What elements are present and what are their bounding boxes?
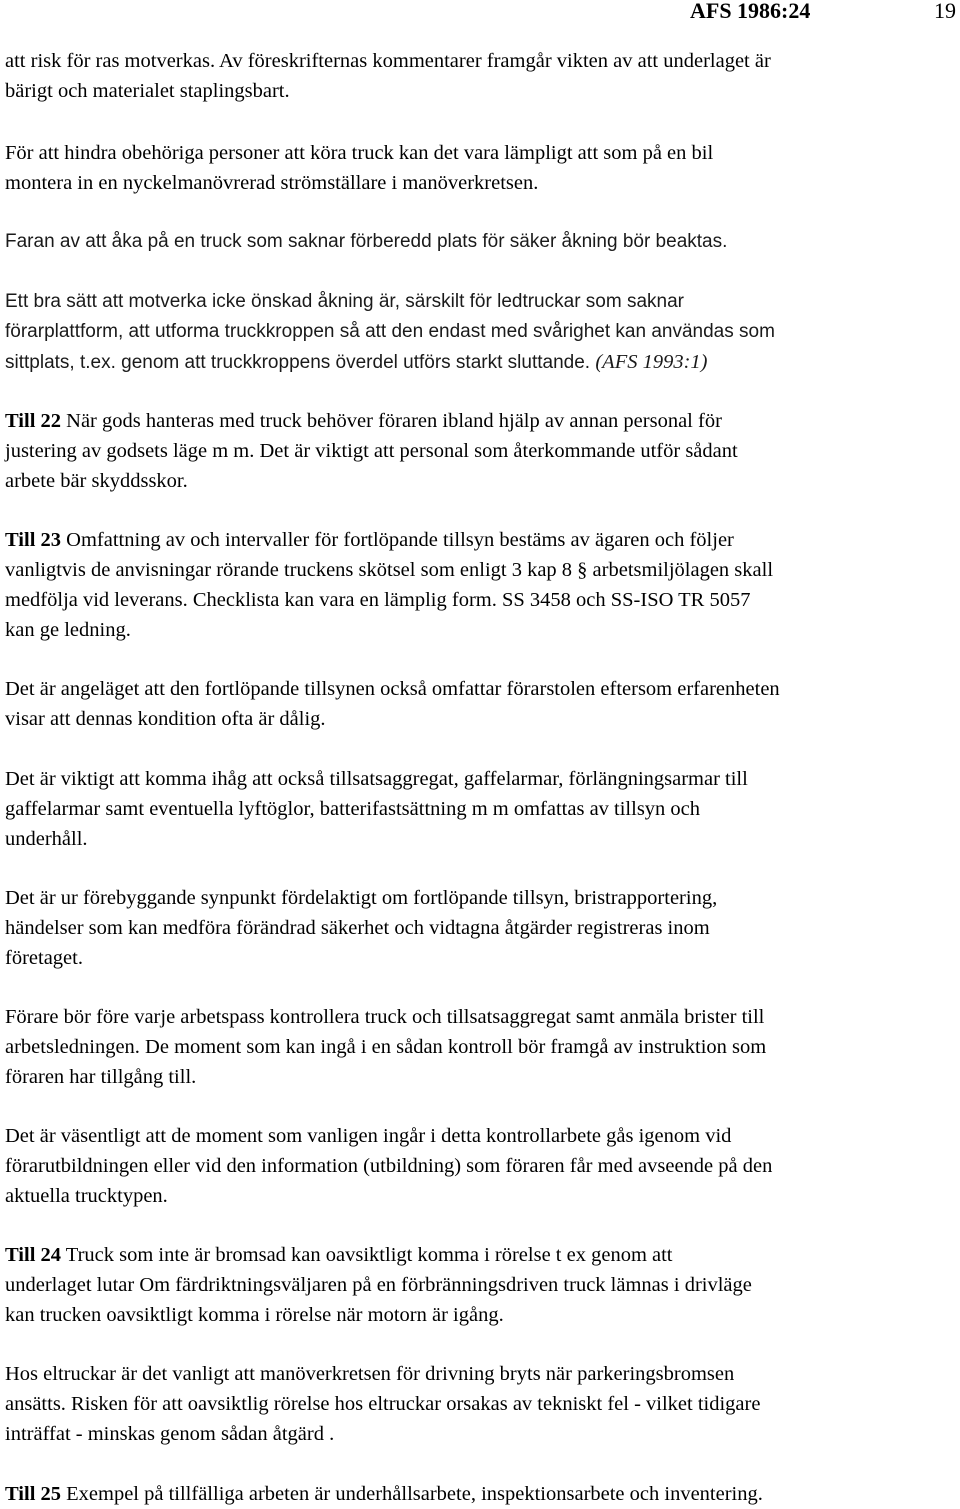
paragraph-11 — [5, 1121, 955, 1211]
text-line: justering av godsets läge m m. Det är viktigt att personal som återkommande utför sådant — [5, 440, 738, 462]
text-line: förarutbildningen eller vid den information (utbildning) som föraren får med avseende på den — [5, 1155, 773, 1177]
text-line: föraren har tillgång till. — [5, 1066, 197, 1088]
text-line — [5, 1240, 955, 1270]
text-line: Det är viktigt att komma ihåg att också tillsatsaggregat, gaffelarmar, förlängningsarmar till — [5, 768, 748, 790]
text-line: Förare bör före varje arbetspass kontrollera truck och tillsatsaggregat samt anmäla brister till — [5, 1006, 765, 1028]
paragraph-till-25 — [5, 1479, 955, 1509]
text-line: Hos eltruckar är det vanligt att manöverkretsen för drivning bryts när parkeringsbromsen — [5, 1363, 735, 1385]
text-line: För att hindra obehöriga personer att köra truck kan det vara lämpligt att som på en bil — [5, 142, 714, 164]
text-line: aktuella trucktypen. — [5, 1185, 168, 1207]
paragraph-till-23 — [5, 525, 955, 645]
paragraph-till-24 — [5, 1240, 955, 1330]
text-line: kan trucken oavsiktligt komma i rörelse när motorn är igång. — [5, 1304, 504, 1326]
text-line: gaffelarmar samt eventuella lyftöglor, batterifastsättning m m omfattas av tillsyn och — [5, 798, 701, 820]
text-line: montera in en nyckelmanövrerad strömställare i manöverkretsen. — [5, 172, 539, 194]
text-line — [5, 1479, 955, 1509]
text-line — [5, 347, 955, 377]
paragraph-8 — [5, 764, 955, 854]
paragraph-10 — [5, 1002, 955, 1092]
paragraph-till-22 — [5, 406, 955, 496]
paragraph-4 — [5, 287, 955, 377]
text-line: inträffat - minskas genom sådan åtgärd . — [5, 1423, 335, 1445]
paragraph-7 — [5, 674, 955, 734]
text-line: Det är angeläget att den fortlöpande tillsynen också omfattar förarstolen eftersom erfarenheten — [5, 678, 780, 700]
paragraph-3 — [5, 227, 955, 257]
text-line: händelser som kan medföra förändrad säkerhet och vidtagna åtgärder registreras inom — [5, 917, 710, 939]
text-segment: Omfattning av och intervaller för fortlöpande tillsyn bestäms av ägaren och följer — [61, 529, 734, 551]
text-line: ansätts. Risken för att oavsiktlig rörelse hos eltruckar orsakas av tekniskt fel - vilket tidigare — [5, 1393, 761, 1415]
text-line: underlaget lutar Om färdriktningsväljaren på en förbränningsdriven truck lämnas i drivläge — [5, 1274, 752, 1296]
section-label: Till 24 — [5, 1244, 62, 1266]
text-line: att risk för ras motverkas. Av föreskrifternas kommentarer framgår vikten av att underlaget är — [5, 50, 771, 72]
section-label: Till 23 — [5, 529, 62, 551]
paragraph-9 — [5, 883, 955, 973]
text-line: arbetsledningen. De moment som kan ingå i en sådan kontroll bör framgå av instruktion som — [5, 1036, 767, 1058]
text-line: förarplattform, att utforma truckkroppen så att den endast med svårighet kan användas som — [5, 321, 775, 342]
paragraph-13 — [5, 1359, 955, 1449]
page-number: 19 — [934, 0, 956, 23]
text-line: kan ge ledning. — [5, 619, 131, 641]
document-id: AFS 1986:24 — [690, 0, 811, 23]
text-line: Ett bra sätt att motverka icke önskad åkning är, särskilt för ledtruckar som saknar — [5, 291, 684, 312]
text-line: Det är väsentligt att de moment som vanligen ingår i detta kontrollarbete gås igenom vid — [5, 1125, 732, 1147]
text-line: företaget. — [5, 947, 83, 969]
text-segment: Exempel på tillfälliga arbeten är underhållsarbete, inspektionsarbete och inventering. — [61, 1483, 763, 1505]
text-line: arbete bär skyddsskor. — [5, 470, 188, 492]
text-line: Det är ur förebyggande synpunkt fördelaktigt om fortlöpande tillsyn, bristrapportering, — [5, 887, 718, 909]
section-label: Till 22 — [5, 410, 62, 432]
text-line: Faran av att åka på en truck som saknar förberedd plats för säker åkning bör beaktas. — [5, 231, 728, 252]
text-line — [5, 525, 955, 555]
text-line: bärigt och materialet staplingsbart. — [5, 80, 290, 102]
regulation-reference: (AFS 1993:1) — [595, 351, 708, 373]
section-label: Till 25 — [5, 1483, 62, 1505]
text-segment: sittplats, t.ex. genom att truckkroppens överdel utförs starkt sluttande. — [5, 352, 596, 373]
text-line: visar att dennas kondition ofta är dålig. — [5, 708, 326, 730]
paragraph-1 — [5, 46, 955, 106]
text-line: vanligtvis de anvisningar rörande truckens skötsel som enligt 3 kap 8 § arbetsmiljölagen skall — [5, 559, 774, 581]
text-line: medfölja vid leverans. Checklista kan vara en lämplig form. SS 3458 och SS-ISO TR 5057 — [5, 589, 751, 611]
text-segment: När gods hanteras med truck behöver föraren ibland hjälp av annan personal för — [61, 410, 722, 432]
paragraph-2 — [5, 138, 955, 198]
text-line — [5, 406, 955, 436]
text-segment: Truck som inte är bromsad kan oavsiktligt komma i rörelse t ex genom att — [61, 1244, 673, 1266]
text-line: underhåll. — [5, 828, 88, 850]
